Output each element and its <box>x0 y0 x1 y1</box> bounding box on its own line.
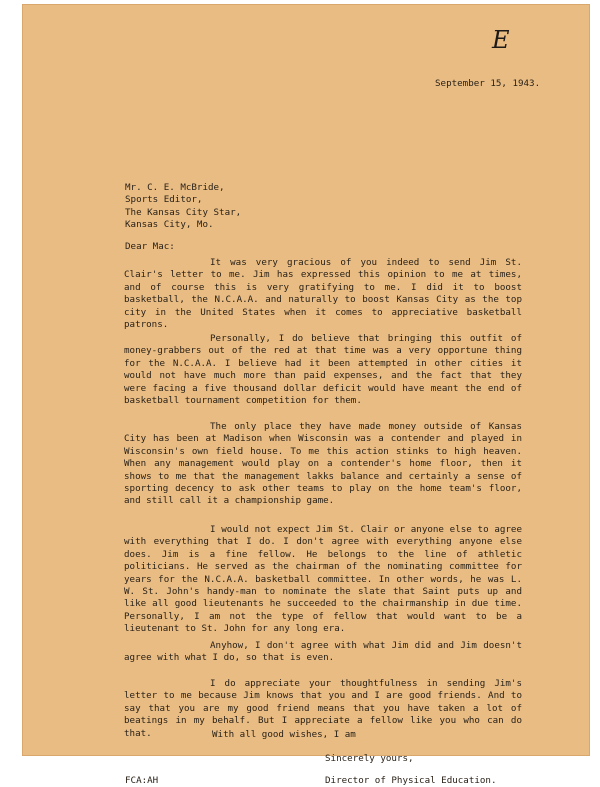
handwritten-mark: E <box>492 26 510 54</box>
salutation: Dear Mac: <box>125 241 175 252</box>
sign-off: Sincerely yours, <box>325 753 414 764</box>
paragraph-2: Personally, I do believe that bringing this outfit of money-grabbers out of the red at that time was a very opportune thing for the N.C.A.A. I believe had it been attempted in other cities it would not have much more than paid expenses, and the fact that they were facing a five thousand dollar deficit would have meant the end of basketball tournament competition for them. <box>124 333 522 407</box>
paragraph-1: It was very gracious of you indeed to send Jim St. Clair's letter to me. Jim has expressed this opinion to me at times, and of course this is very gratifying to me. I did it to boost basketball, the N.C.A.A. and naturally to boost Kansas City as the top city in the United States when it comes to appreciative basketball patrons. <box>124 257 522 331</box>
paragraph-3: The only place they have made money outside of Kansas City has been at Madison when Wisconsin was a contender and played in Wisconsin's own field house. To me this action stinks to high heaven. When any management would play on a contender's home floor, then it shows to me that the management lakks balance and certainly a sense of sporting decency to ask other teams to play on the home team's floor, and still call it a championship game. <box>124 421 522 507</box>
closing-wish: With all good wishes, I am <box>212 729 356 740</box>
recipient-address <box>125 182 241 232</box>
recipient-title: Sports Editor, <box>125 194 203 206</box>
recipient-organization: The Kansas City Star, <box>125 206 242 218</box>
paragraph-6: I do appreciate your thoughtfulness in sending Jim's letter to me because Jim knows that you and I are good friends. And to say that you are my good friend means that you have taken a lot of beatings in my behalf. But I appreciate a fellow like you who can do that. <box>124 678 522 739</box>
paragraph-5: Anyhow, I don't agree with what Jim did and Jim doesn't agree with what I do, so that is even. <box>124 640 522 664</box>
recipient-city: Kansas City, Mo. <box>125 219 214 231</box>
signer-title: Director of Physical Education. <box>325 775 497 786</box>
recipient-name: Mr. C. E. McBride, <box>125 182 225 193</box>
letter-sheet <box>22 4 590 786</box>
typist-initials: FCA:AH <box>125 775 159 786</box>
letter-date: September 15, 1943. <box>435 78 541 89</box>
letter-body <box>22 4 590 786</box>
paragraph-4: I would not expect Jim St. Clair or anyone else to agree with everything that I do. I don't agree with everything anyone else does. Jim is a fine fellow. He belongs to the line of athletic politicians. He served as the chairman of the nominating committee for years for the N.C.A.A. basketball committee. In other words, he was L. W. St. John's handy-man to nominate the slate that Saint puts up and like all good lieutenants he succeeded to the chairmanship in due time. Personally, I am not the type of fellow that would want to be a lieutenant to St. John for any long era. <box>124 524 522 635</box>
